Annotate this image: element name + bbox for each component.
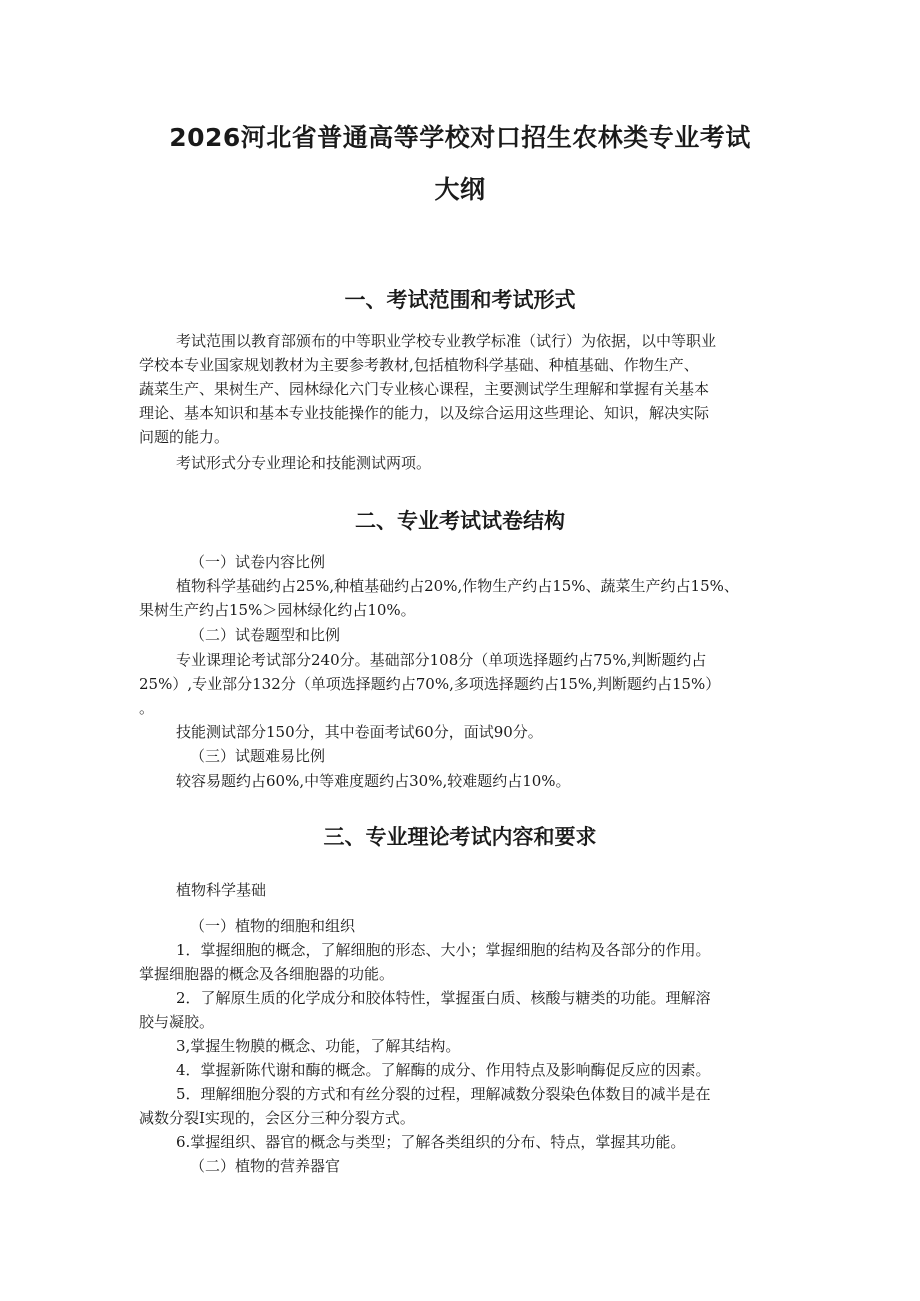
- document-title-line1: 2026河北省普通高等学校对口招生农林类专业考试: [169, 123, 751, 152]
- subsection-heading: （一）植物的细胞和组织: [190, 917, 356, 935]
- subsection-heading: （一）试卷内容比例: [190, 553, 326, 571]
- paragraph-line: 果树生产约占15%＞园林绿化约占10%。: [139, 601, 416, 619]
- paragraph-line: 蔬菜生产、果树生产、园林绿化六门专业核心课程，主要测试学生理解和掌握有关基本: [139, 380, 710, 398]
- list-item: 掌握细胞器的概念及各细胞器的功能。: [139, 965, 395, 983]
- list-item: 2．了解原生质的化学成分和胶体特性，掌握蛋白质、核酸与糖类的功能。理解溶: [176, 989, 711, 1007]
- paragraph-line: 考试范围以教育部颁布的中等职业学校专业教学标准（试行）为依据，以中等职业: [176, 332, 717, 350]
- paragraph-line: 考试形式分专业理论和技能测试两项。: [176, 454, 432, 472]
- paragraph-line: 。: [139, 699, 155, 717]
- paragraph-line: 植物科学基础约占25%,种植基础约占20%,作物生产约占15%、蔬菜生产约占15%、: [176, 577, 739, 595]
- list-item: 3,掌握生物膜的概念、功能，了解其结构。: [176, 1037, 461, 1055]
- course-name: 植物科学基础: [176, 881, 267, 899]
- section-heading: 二、专业考试试卷结构: [355, 509, 565, 533]
- list-item: 5．理解细胞分裂的方式和有丝分裂的过程，理解减数分裂染色体数目的减半是在: [176, 1085, 711, 1103]
- section-heading: 三、专业理论考试内容和要求: [323, 825, 597, 849]
- paragraph-line: 技能测试部分150分，其中卷面考试60分，面试90分。: [176, 723, 543, 741]
- paragraph-line: 25%）,专业部分132分（单项选择题约占70%,多项选择题约占15%,判断题约占15%）: [139, 675, 721, 693]
- subsection-heading: （二）试卷题型和比例: [190, 626, 341, 644]
- paragraph-line: 较容易题约占60%,中等难度题约占30%,较难题约占10%。: [176, 772, 571, 790]
- paragraph-line: 学校本专业国家规划教材为主要参考教材,包括植物科学基础、种植基础、作物生产、: [139, 356, 699, 374]
- subsection-heading: （三）试题难易比例: [190, 747, 326, 765]
- document-title-line2: 大纲: [434, 175, 486, 204]
- paragraph-line: 专业课理论考试部分240分。基础部分108分（单项选择题约占75%,判断题约占: [176, 651, 707, 669]
- list-item: 1．掌握细胞的概念，了解细胞的形态、大小；掌握细胞的结构及各部分的作用。: [176, 941, 711, 959]
- list-item: 减数分裂Ⅰ实现的，会区分三种分裂方式。: [139, 1109, 415, 1127]
- subsection-heading: （二）植物的营养器官: [190, 1157, 341, 1175]
- paragraph-line: 问题的能力。: [139, 428, 230, 446]
- section-heading: 一、考试范围和考试形式: [344, 288, 576, 312]
- list-item: 6.掌握组织、器官的概念与类型；了解各类组织的分布、特点，掌握其功能。: [176, 1133, 686, 1151]
- paragraph-line: 理论、基本知识和基本专业技能操作的能力，以及综合运用这些理论、知识，解决实际: [139, 404, 710, 422]
- list-item: 4．掌握新陈代谢和酶的概念。了解酶的成分、作用特点及影响酶促反应的因素。: [176, 1061, 711, 1079]
- list-item: 胶与凝胶。: [139, 1013, 215, 1031]
